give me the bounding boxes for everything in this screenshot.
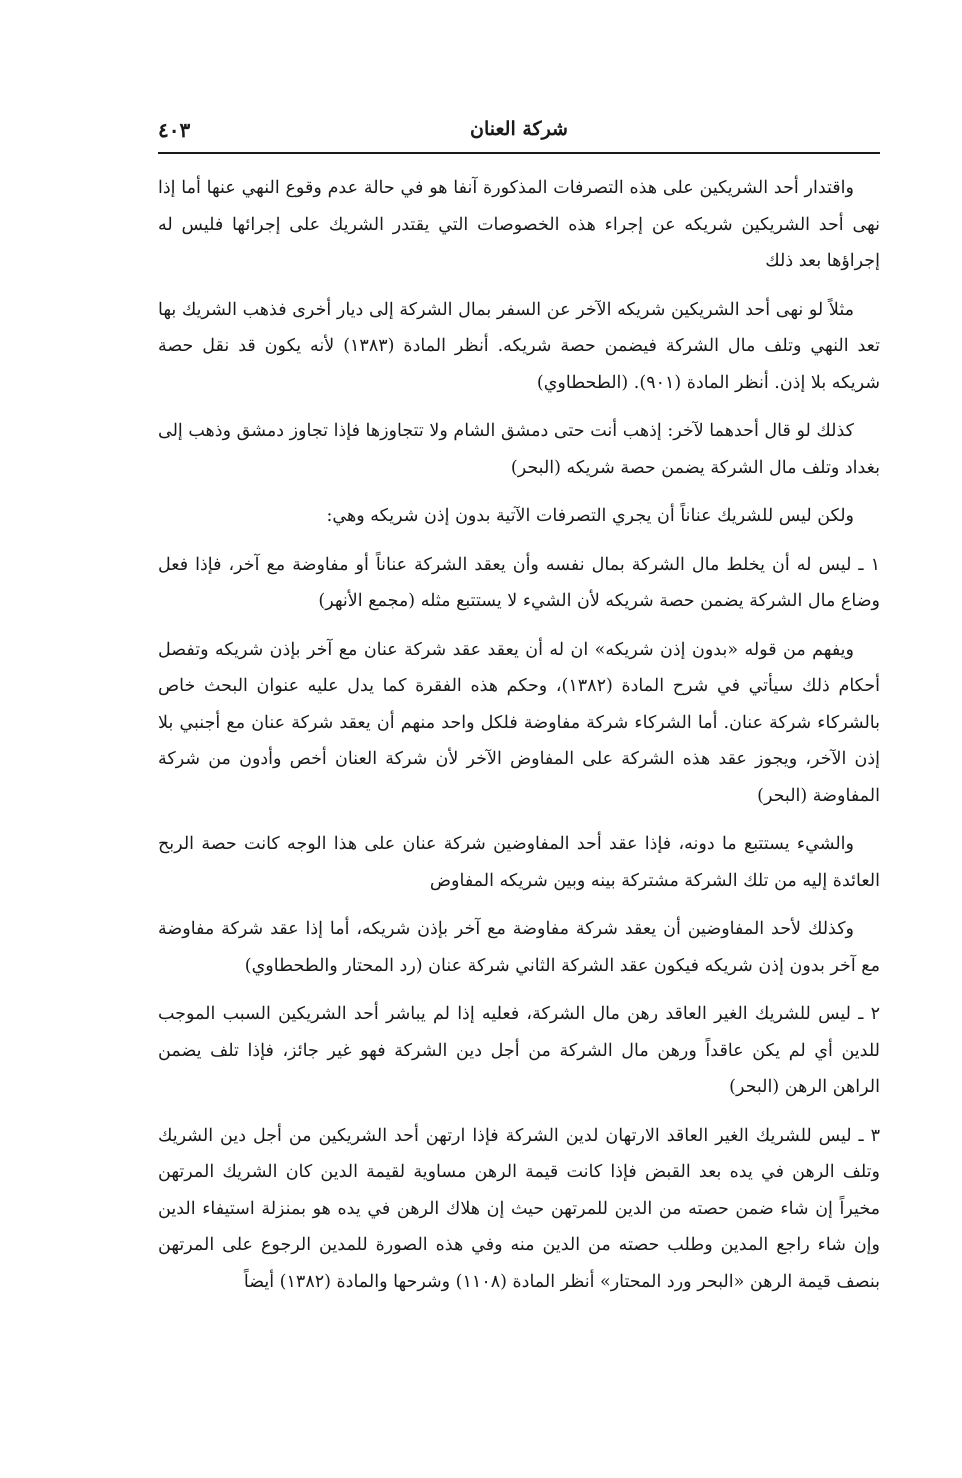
- paragraph: واقتدار أحد الشريكين على هذه التصرفات المذكورة آنفا هو في حالة عدم وقوع النهي عنها أما إذا نهى أحد الشريكين شريكه عن إجراء هذه الخصوصات التي يقتدر الشريك على إجرائها فليس له إجراؤها بعد ذلك: [158, 178, 880, 271]
- paragraph: ولكن ليس للشريك عناناً أن يجري التصرفات الآتية بدون إذن شريكه وهي:: [326, 506, 854, 526]
- page-number: ٤٠٣: [158, 118, 191, 142]
- numbered-paragraph: ٣ ـ ليس للشريك الغير العاقد الارتهان لدين الشركة فإذا ارتهن أحد الشريكين من أجل دين الشريك وتلف الرهن في يده بعد القبض فإذا كانت قيمة الرهن مساوية لقيمة الدين كان الشريك المرتهن مخيراً إن شاء ضمن حصته من الدين للمرتهن حيث إن هلاك الرهن في يده هو بمنزلة استيفاء الدين وإن شاء راجع المدين وطلب حصته من الدين منه وفي هذه الصورة للمدين الرجوع على المرتهن بنصف قيمة الرهن «البحر ورد المحتار» أنظر المادة (١١٠٨) وشرحها والمادة (١٣٨٢) أيضاً: [158, 1125, 880, 1292]
- numbered-paragraph: ٢ ـ ليس للشريك الغير العاقد رهن مال الشركة، فعليه إذا لم يباشر أحد الشريكين السبب الموجب للدين أي لم يكن عاقداً ورهن مال الشركة من أجل دين الشركة فهو غير جائز، فإذا تلف يضمن الراهن الرهن (البحر): [158, 1004, 880, 1097]
- paragraph: ويفهم من قوله «بدون إذن شريكه» ان له أن يعقد عقد شركة عنان مع آخر بإذن شريكه وتفصل أحكام ذلك سيأتي في شرح المادة (١٣٨٢)، وحكم هذه الفقرة كما يدل عليه عنوان البحث خاص بالشركاء شركة عنان. أما الشركاء شركة مفاوضة فلكل واحد منهم أن يعقد شركة عنان مع أجنبي بلا إذن الآخر، ويجوز عقد هذه الشركة على المفاوض الآخر لأن شركة العنان أخص وأدون من شركة المفاوضة (البحر): [158, 639, 880, 806]
- main-text: [158, 170, 880, 1312]
- running-header: [158, 112, 880, 154]
- paragraph: وكذلك لأحد المفاوضين أن يعقد شركة مفاوضة مع آخر بإذن شريكه، أما إذا عقد شركة مفاوضة مع آخر بدون إذن شريكه فيكون عقد الشركة الثاني شركة عنان (رد المحتار والطحطاوي): [158, 919, 880, 976]
- running-title: شركة العنان: [470, 118, 568, 140]
- paragraph: كذلك لو قال أحدهما لآخر: إذهب أنت حتى دمشق الشام ولا تتجاوزها فإذا تجاوز دمشق وذهب إلى بغداد وتلف مال الشركة يضمن حصة شريكه (البحر): [158, 421, 880, 478]
- numbered-paragraph: ١ ـ ليس له أن يخلط مال الشركة بمال نفسه وأن يعقد الشركة عناناً أو مفاوضة مع آخر، فإذا فعل وضاع مال الشركة يضمن حصة شريكه لأن الشيء لا يستتبع مثله (مجمع الأنهر): [158, 554, 880, 611]
- paragraph: مثلاً لو نهى أحد الشريكين شريكه الآخر عن السفر بمال الشركة إلى ديار أخرى فذهب الشريك بها تعد النهي وتلف مال الشركة فيضمن حصة شريكه. أنظر المادة (١٣٨٣) لأنه يكون قد نقل حصة شريكه بلا إذن. أنظر المادة (٩٠١). (الطحطاوي): [158, 299, 880, 393]
- paragraph: والشيء يستتبع ما دونه، فإذا عقد أحد المفاوضين شركة عنان على هذا الوجه كانت حصة الربح العائدة إليه من تلك الشركة مشتركة بينه وبين شريكه المفاوض: [158, 834, 880, 891]
